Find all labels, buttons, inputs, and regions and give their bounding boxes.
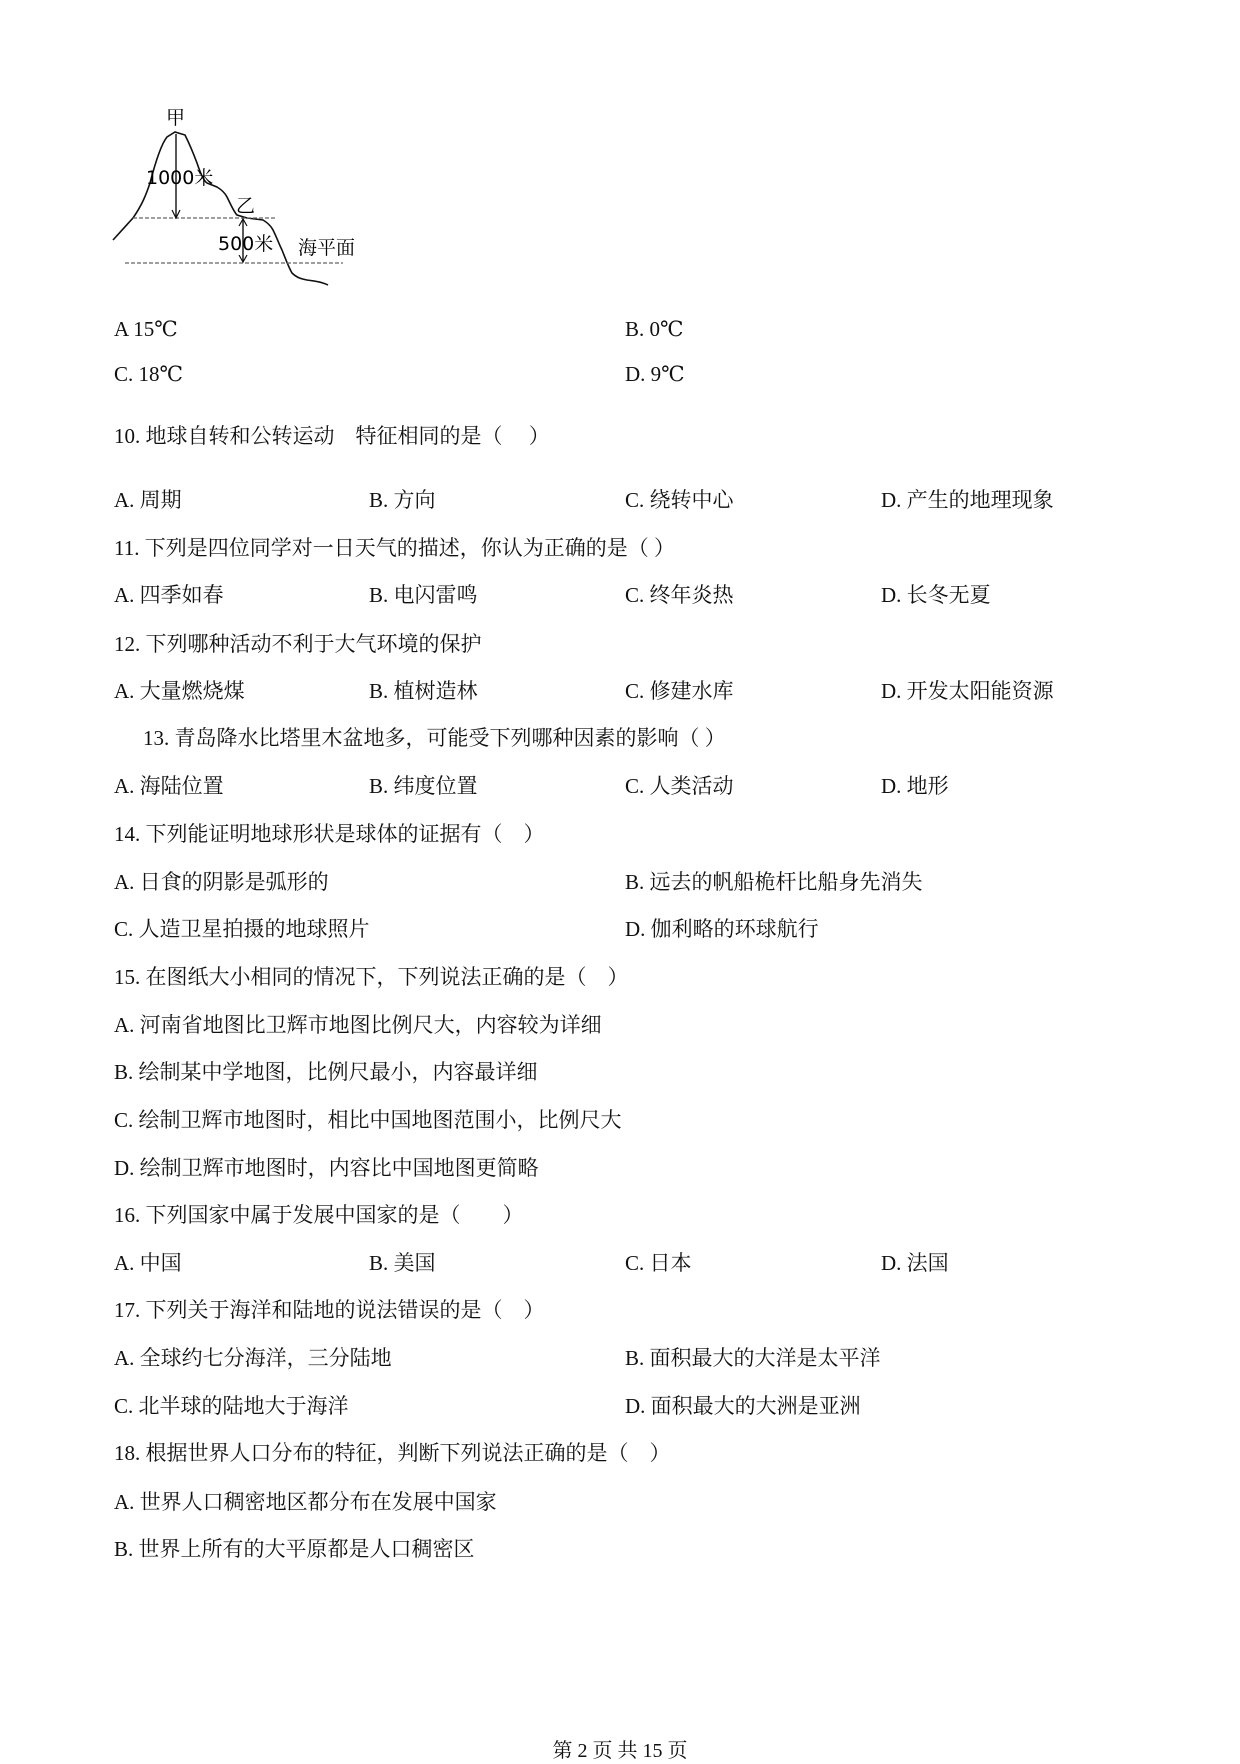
q15-option-c: C. 绘制卫辉市地图时，相比中国地图范围小，比例尺大 [114,1108,622,1132]
q14-option-b: B. 远去的帆船桅杆比船身先消失 [625,870,923,894]
q16-option-b: B. 美国 [369,1251,436,1275]
q17-stem: 17. 下列关于海洋和陆地的说法错误的是（ ） [114,1298,545,1322]
q10-option-b: B. 方向 [369,488,436,512]
q15-stem: 15. 在图纸大小相同的情况下，下列说法正确的是（ ） [114,965,629,989]
q9-option-b: B. 0℃ [625,317,684,341]
q16-option-d: D. 法国 [881,1251,949,1275]
q18-option-b: B. 世界上所有的大平原都是人口稠密区 [114,1537,475,1561]
q17-option-a: A. 全球约七分海洋，三分陆地 [114,1346,392,1370]
q11-option-a: A. 四季如春 [114,583,224,607]
q18-option-a: A. 世界人口稠密地区都分布在发展中国家 [114,1490,497,1514]
height-500-label: 500米 [218,233,274,255]
height-1000-label: 1000米 [146,167,214,189]
q17-option-c: C. 北半球的陆地大于海洋 [114,1394,349,1418]
q14-option-c: C. 人造卫星拍摄的地球照片 [114,917,370,941]
q10-option-d: D. 产生的地理现象 [881,488,1054,512]
q9-option-a: A 15℃ [114,317,178,341]
q11-stem: 11. 下列是四位同学对一日天气的描述，你认为正确的是（ ） [114,536,675,560]
page-footer: 第 2 页 共 15 页 [552,1740,688,1762]
q12-option-a: A. 大量燃烧煤 [114,679,245,703]
sea-level-label: 海平面 [298,237,356,259]
q14-option-a: A. 日食的阴影是弧形的 [114,870,329,894]
q17-option-d: D. 面积最大的大洲是亚洲 [625,1394,861,1418]
q12-option-c: C. 修建水库 [625,679,734,703]
q12-stem: 12. 下列哪种活动不利于大气环境的保护 [114,632,482,656]
q14-option-d: D. 伽利略的环球航行 [625,917,819,941]
q15-option-d: D. 绘制卫辉市地图时，内容比中国地图更简略 [114,1156,539,1180]
mountain-diagram [0,0,400,310]
q13-option-a: A. 海陆位置 [114,774,224,798]
q9-option-d: D. 9℃ [625,362,685,386]
q15-option-a: A. 河南省地图比卫辉市地图比例尺大，内容较为详细 [114,1013,602,1037]
q16-stem: 16. 下列国家中属于发展中国家的是（ ） [114,1203,524,1227]
q16-option-a: A. 中国 [114,1251,182,1275]
q9-option-c: C. 18℃ [114,362,183,386]
q10-stem: 10. 地球自转和公转运动 特征相同的是（ ） [114,424,550,448]
peak-label: 甲 [166,107,186,129]
q11-option-c: C. 终年炎热 [625,583,734,607]
q13-option-b: B. 纬度位置 [369,774,478,798]
q12-option-d: D. 开发太阳能资源 [881,679,1054,703]
q15-option-b: B. 绘制某中学地图，比例尺最小，内容最详细 [114,1060,538,1084]
q12-option-b: B. 植树造林 [369,679,478,703]
mountain-profile [113,132,328,285]
q14-stem: 14. 下列能证明地球形状是球体的证据有（ ） [114,822,545,846]
q13-option-d: D. 地形 [881,774,949,798]
q11-option-b: B. 电闪雷鸣 [369,583,478,607]
q11-option-d: D. 长冬无夏 [881,583,991,607]
mid-label: 乙 [236,195,256,217]
q13-stem: 13. 青岛降水比塔里木盆地多，可能受下列哪种因素的影响（ ） [143,726,726,750]
q16-option-c: C. 日本 [625,1251,692,1275]
q10-option-a: A. 周期 [114,488,182,512]
q10-option-c: C. 绕转中心 [625,488,734,512]
q13-option-c: C. 人类活动 [625,774,734,798]
q17-option-b: B. 面积最大的大洋是太平洋 [625,1346,881,1370]
q18-stem: 18. 根据世界人口分布的特征，判断下列说法正确的是（ ） [114,1441,671,1465]
